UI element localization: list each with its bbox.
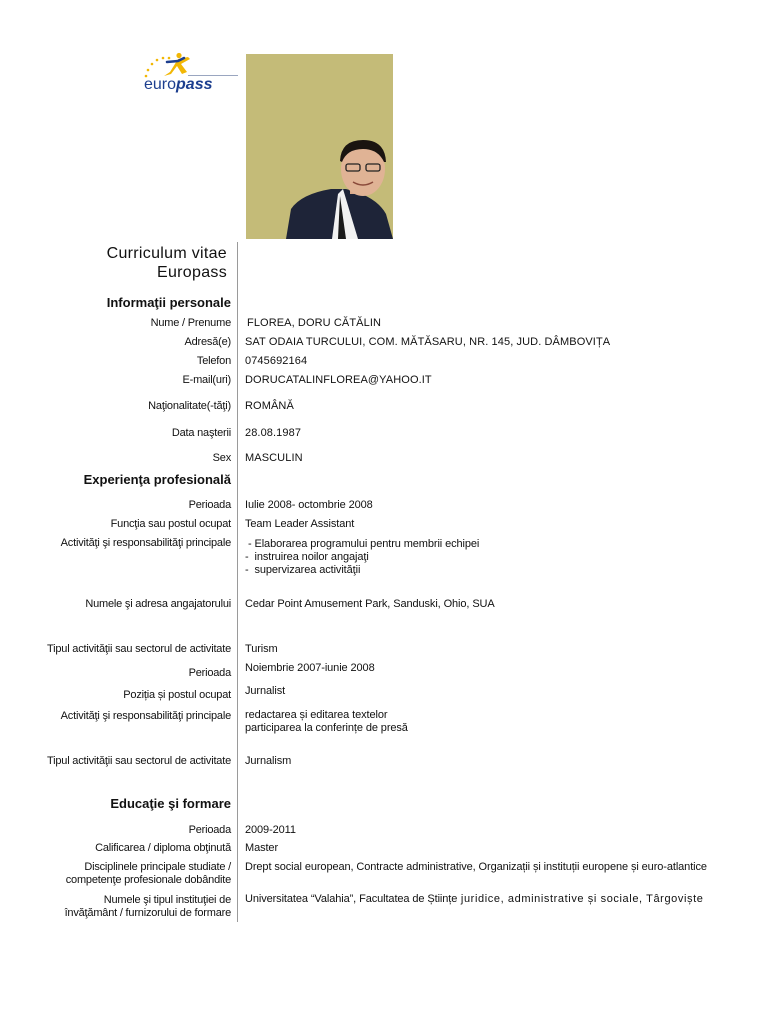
edu-institution-label-line2: învăţământ / furnizorului de formare — [64, 907, 231, 919]
job2-activities-label: Activităţi şi responsabilităţi principale — [60, 710, 231, 722]
job2-position-value: Jurnalist — [245, 685, 286, 697]
edu-subjects-label-line1: Disciplinele principale studiate / — [84, 861, 231, 873]
name-value: FLOREA, DORU CĂTĂLIN — [247, 317, 382, 329]
list-item: - supervizarea activităţii — [245, 564, 361, 576]
sex-label: Sex — [212, 452, 231, 464]
phone-value: 0745692164 — [245, 355, 308, 367]
europass-wordmark: europass — [144, 76, 213, 93]
job2-activities-list — [245, 709, 408, 735]
job1-employer-value: Cedar Point Amusement Park, Sanduski, Ohio, SUA — [245, 598, 495, 610]
section-heading-experience: Experienţa profesională — [83, 472, 231, 487]
job1-activities-label: Activităţi şi responsabilităţi principale — [60, 537, 231, 549]
list-item: - Elaborarea programului pentru membrii echipei — [245, 538, 480, 550]
job1-position-value: Team Leader Assistant — [245, 518, 355, 530]
edu-period-label: Perioada — [188, 824, 231, 836]
section-heading-personal: Informaţii personale — [106, 295, 231, 310]
section-heading-education: Educaţie şi formare — [110, 796, 231, 811]
edu-institution-part1: Universitatea “Valahia”, Facultatea de Științe — [245, 893, 458, 905]
list-item: redactarea și editarea textelor — [245, 709, 388, 721]
job1-activities-list — [245, 538, 479, 577]
job1-sector-label: Tipul activităţii sau sectorul de activitate — [47, 643, 231, 655]
edu-subjects-label-line2: competenţe profesionale dobândite — [65, 874, 231, 886]
nationality-label: Naţionalitate(-tăţi) — [148, 400, 231, 412]
birth-date-value: 28.08.1987 — [245, 427, 302, 439]
address-value: SAT ODAIA TURCULUI, COM. MĂTĂSARU, NR. 145, JUD. DÂMBOVIȚA — [245, 336, 611, 348]
job1-sector-value: Turism — [245, 643, 278, 655]
edu-qualification-value: Master — [245, 842, 279, 854]
nationality-value: ROMÂNĂ — [245, 400, 294, 412]
list-item: - instruirea noilor angajaţi — [245, 551, 369, 563]
edu-institution-value — [245, 893, 704, 906]
edu-subjects-label — [66, 861, 231, 887]
edu-institution-label — [65, 894, 231, 920]
job1-period-label: Perioada — [188, 499, 231, 511]
job2-sector-value: Jurnalism — [245, 755, 292, 767]
column-divider — [237, 242, 238, 922]
edu-institution-part2: juridice, administrative și sociale, Târgoviște — [457, 893, 704, 905]
profile-photo — [246, 54, 393, 239]
edu-period-value: 2009-2011 — [245, 824, 296, 836]
address-label: Adresă(e) — [184, 336, 231, 348]
email-label: E-mail(uri) — [182, 374, 231, 386]
job2-period-label: Perioada — [188, 667, 231, 679]
job2-sector-label: Tipul activităţii sau sectorul de activitate — [47, 755, 231, 767]
edu-subjects-value: Drept social european, Contracte administrative, Organizații și instituții europene și euro-atlantice — [245, 861, 707, 873]
cv-title-line1: Curriculum vitae — [106, 245, 227, 262]
job1-period-value: Iulie 2008- octombrie 2008 — [245, 499, 373, 511]
cv-title-line2: Europass — [157, 264, 227, 281]
email-value: DORUCATALINFLOREA@YAHOO.IT — [245, 374, 432, 386]
sex-value: MASCULIN — [245, 452, 303, 464]
birth-date-label: Data naşterii — [171, 427, 231, 439]
job2-period-value: Noiembrie 2007-iunie 2008 — [245, 662, 375, 674]
job2-position-label: Poziția și postul ocupat — [123, 689, 231, 701]
cv-title — [60, 244, 227, 282]
name-label: Nume / Prenume — [150, 317, 231, 329]
job1-employer-label: Numele şi adresa angajatorului — [85, 598, 231, 610]
phone-label: Telefon — [196, 355, 231, 367]
edu-institution-label-line1: Numele şi tipul instituţiei de — [103, 894, 231, 906]
edu-qualification-label: Calificarea / diploma obţinută — [95, 842, 231, 854]
list-item: participarea la conferințe de presă — [245, 722, 408, 734]
europass-logo — [134, 52, 240, 102]
job1-position-label: Funcţia sau postul ocupat — [110, 518, 231, 530]
